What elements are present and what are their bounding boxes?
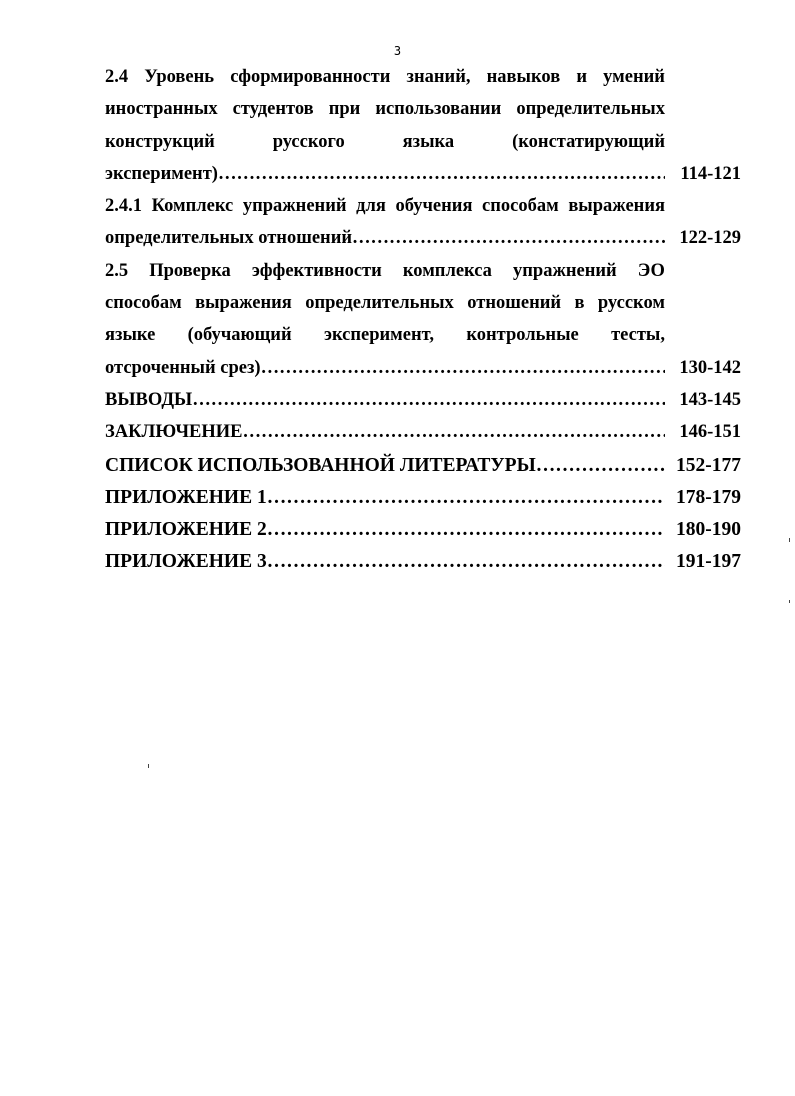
toc-word: отношений — [467, 293, 562, 314]
toc-word: контрольные — [466, 325, 579, 346]
toc-entry-title: СПИСОК ИСПОЛЬЗОВАННОЙ ЛИТЕРАТУРЫ — [105, 454, 536, 476]
toc-word: (констатирующий — [512, 131, 665, 152]
toc-entry — [105, 67, 741, 196]
toc-word: сформированности — [230, 67, 391, 87]
toc-entry-final-line — [105, 164, 741, 196]
toc-word: языке — [105, 325, 156, 346]
dot-leader — [267, 487, 665, 509]
toc-entry-text — [105, 293, 665, 314]
toc-word: (обучающий — [187, 325, 292, 346]
toc-entry — [105, 551, 741, 583]
toc-entry-final-line — [105, 455, 741, 487]
toc-word: обучения — [395, 196, 473, 217]
toc-word: знаний, — [406, 67, 471, 87]
table-of-contents — [105, 67, 741, 584]
toc-entry-title: ПРИЛОЖЕНИЕ 2 — [105, 519, 267, 541]
toc-word: выражения — [195, 293, 292, 314]
toc-entry-line — [105, 293, 665, 325]
toc-entry-title: определительных отношений — [105, 228, 353, 249]
toc-entry — [105, 196, 741, 261]
toc-word: 2.4 — [105, 67, 129, 87]
toc-entry-title: ПРИЛОЖЕНИЕ 1 — [105, 486, 267, 508]
toc-word: навыков — [486, 67, 561, 87]
toc-entry-line — [105, 325, 665, 357]
toc-entry-final-line — [105, 519, 741, 551]
toc-word: 2.4.1 — [105, 196, 142, 217]
toc-word: иностранных — [105, 99, 218, 120]
dot-leader — [261, 358, 665, 379]
toc-word: умений — [603, 67, 665, 87]
toc-word: использовании — [375, 99, 502, 120]
toc-word: Комплекс — [151, 196, 234, 217]
toc-entry-text — [105, 67, 665, 88]
dot-leader — [243, 422, 666, 443]
toc-word: Уровень — [144, 67, 215, 87]
dot-leader — [267, 519, 665, 541]
toc-word: определительных — [516, 99, 665, 120]
toc-word: эффективности — [251, 260, 382, 281]
toc-word: упражнений — [242, 196, 347, 217]
scan-speck — [789, 538, 790, 542]
dot-leader — [267, 551, 665, 573]
toc-entry-text — [105, 261, 665, 282]
toc-entry-line — [105, 67, 665, 99]
toc-word: конструкций — [105, 131, 215, 152]
toc-entry — [105, 422, 741, 454]
toc-page-range: 143-145 — [679, 389, 741, 410]
toc-page-range: 191-197 — [676, 551, 741, 573]
toc-entry — [105, 487, 741, 519]
toc-word: тесты, — [611, 325, 665, 346]
toc-entry-line — [105, 99, 665, 131]
toc-word: при — [328, 99, 361, 120]
toc-word: русского — [272, 131, 345, 152]
toc-entry — [105, 390, 741, 422]
toc-page-range: 152-177 — [676, 454, 741, 476]
toc-word: способам — [482, 196, 559, 217]
toc-page-range: 114-121 — [680, 163, 741, 184]
toc-page-range: 180-190 — [676, 519, 741, 541]
dot-leader — [536, 455, 665, 477]
scan-speck — [148, 764, 149, 768]
toc-entry-final-line — [105, 487, 741, 519]
toc-entry-final-line — [105, 422, 741, 454]
toc-entry-text — [105, 325, 665, 346]
toc-entry-line — [105, 196, 665, 228]
toc-entry-title: ЗАКЛЮЧЕНИЕ — [105, 422, 243, 443]
toc-entry-final-line — [105, 551, 741, 583]
toc-entry-line — [105, 261, 665, 293]
toc-word: для — [356, 196, 386, 217]
toc-page-range: 178-179 — [676, 486, 741, 508]
toc-word: студентов — [232, 99, 314, 120]
page-number: 3 — [393, 44, 402, 58]
toc-word: способам — [105, 293, 182, 314]
toc-entry-line — [105, 132, 665, 164]
toc-word: выражения — [568, 196, 665, 217]
toc-entry-text — [105, 196, 665, 217]
toc-entry-title: ВЫВОДЫ — [105, 389, 193, 410]
toc-word: и — [576, 67, 588, 87]
toc-entry — [105, 261, 741, 390]
toc-entry — [105, 455, 741, 487]
dot-leader — [352, 228, 665, 249]
toc-word: языка — [402, 131, 455, 152]
toc-word: в — [574, 293, 585, 314]
toc-word: эксперимент, — [323, 325, 434, 346]
toc-entry-title: эксперимент) — [105, 163, 218, 184]
toc-word: комплекса — [402, 260, 492, 281]
toc-entry-final-line — [105, 358, 741, 390]
toc-entry — [105, 519, 741, 551]
toc-word: русском — [597, 293, 665, 314]
dot-leader — [192, 390, 665, 411]
toc-word: ЭО — [637, 260, 665, 281]
toc-entry-final-line — [105, 390, 741, 422]
toc-entry-title: ПРИЛОЖЕНИЕ 3 — [105, 551, 267, 573]
toc-entry-title: отсроченный срез) — [105, 357, 261, 378]
toc-page-range: 146-151 — [679, 422, 741, 443]
toc-word: Проверка — [149, 260, 231, 281]
toc-word: упражнений — [513, 260, 617, 281]
scan-speck — [789, 600, 790, 603]
toc-entry-final-line — [105, 228, 741, 260]
toc-page-range: 122-129 — [679, 228, 741, 249]
toc-entry-text — [105, 132, 665, 153]
toc-word: определительных — [305, 293, 454, 314]
toc-word: 2.5 — [105, 260, 129, 281]
toc-page-range: 130-142 — [679, 357, 741, 378]
toc-entry-text — [105, 99, 665, 120]
dot-leader — [218, 164, 665, 185]
